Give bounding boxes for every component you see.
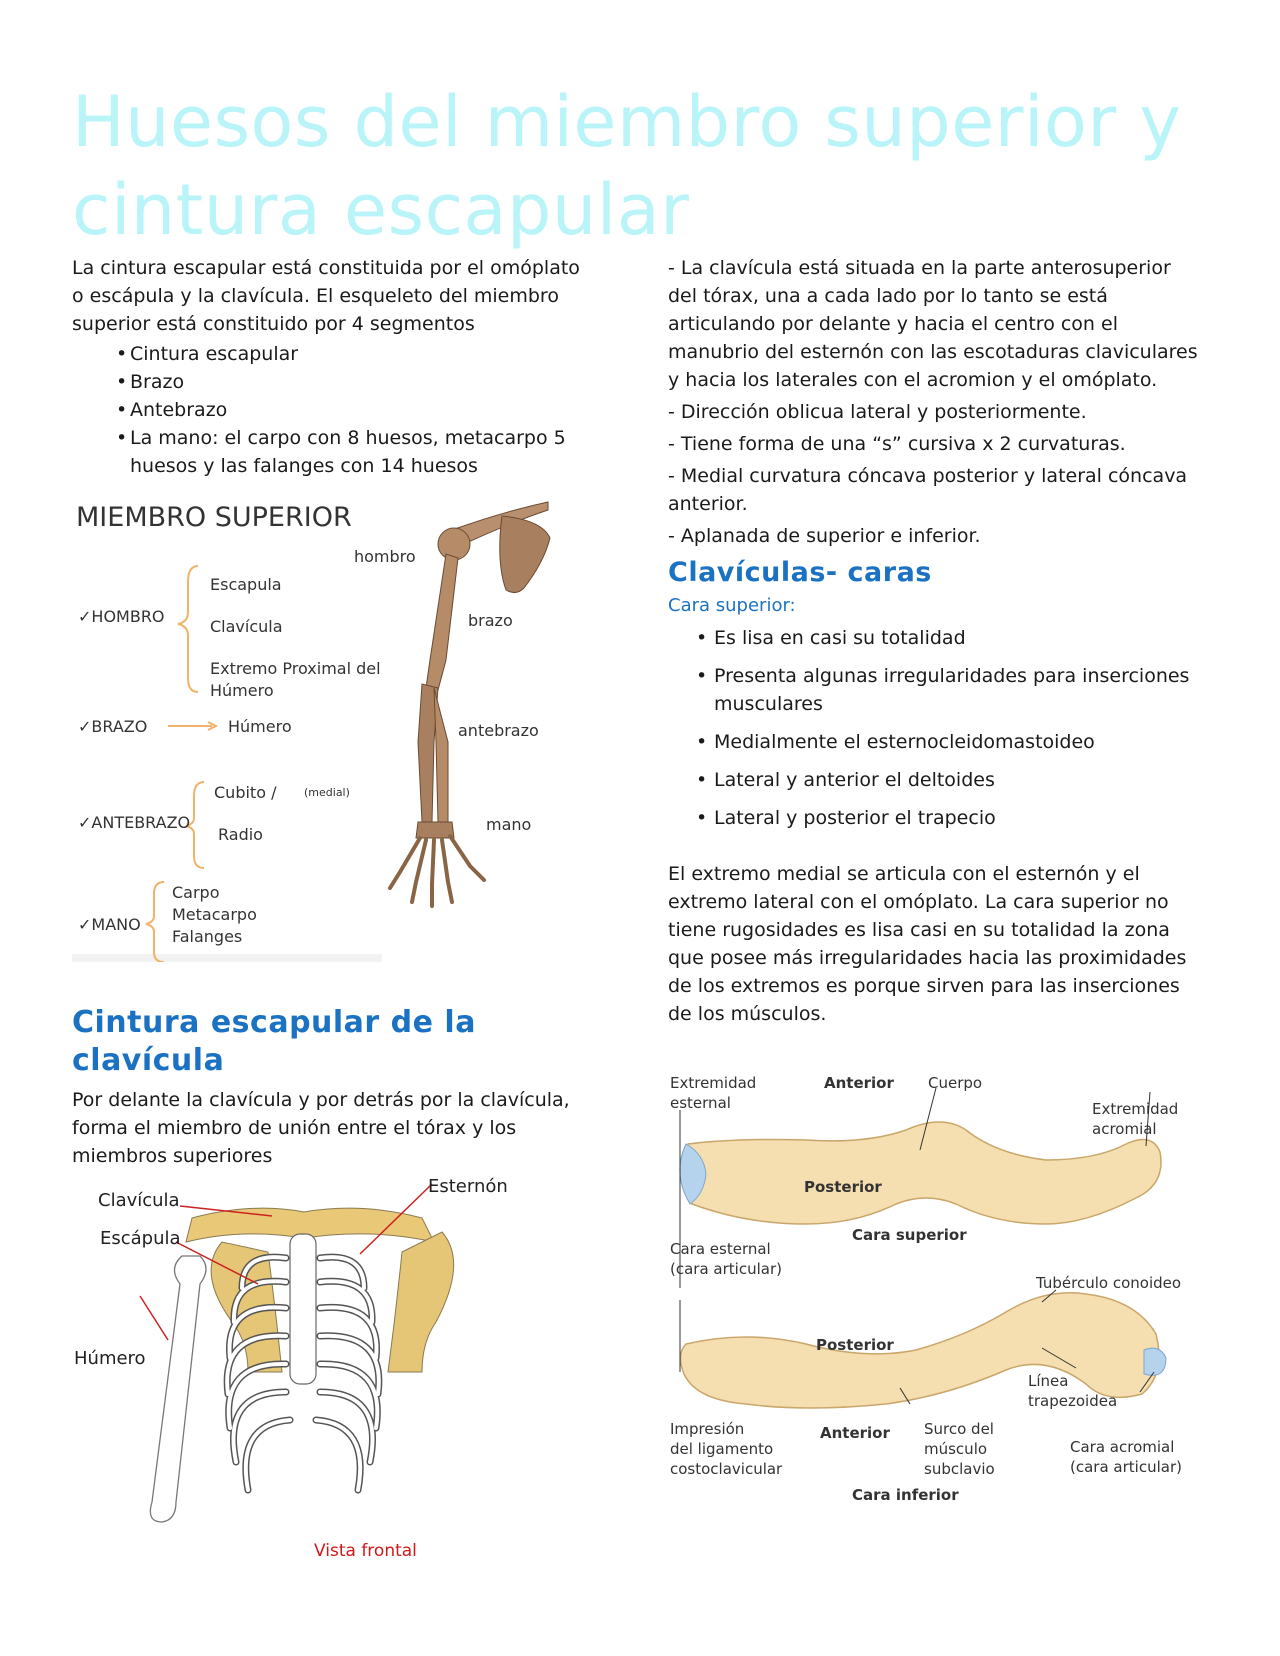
- list-item: • Es lisa en casi su totalidad: [696, 624, 1204, 652]
- label-impresion-1: Impresión: [670, 1420, 745, 1438]
- label-cara-esternal-2: (cara articular): [670, 1260, 782, 1278]
- label-cubito: Cubito /: [214, 783, 277, 802]
- label-antebrazo: ✓ANTEBRAZO: [78, 813, 191, 832]
- section-heading-caras: Clavículas- caras: [668, 557, 932, 588]
- label-cara-inferior: Cara inferior: [852, 1486, 959, 1504]
- label-extremo-1: Extremo Proximal del: [210, 659, 381, 678]
- thorax-figure: [72, 1172, 552, 1572]
- section-heading-cintura: Cintura escapular de la clavícula: [72, 1005, 476, 1078]
- label-escapula: Escapula: [210, 575, 282, 594]
- clavicle-inferior-illustration: [680, 1293, 1166, 1408]
- extremes-paragraph: El extremo medial se articula con el esternón y el extremo lateral con el omóplato. La cara superior no tiene rugosidades es lisa casi en su totalidad la zona que posee más irregularidades hacia las proximidades de los extremos es porque sirven para las inserciones de los músculos.: [668, 863, 1187, 1025]
- label-impresion-3: costoclavicular: [670, 1460, 783, 1478]
- list-item: • Presenta algunas irregularidades para inserciones musculares: [696, 662, 1204, 718]
- label-anterior-bottom: Anterior: [820, 1424, 890, 1442]
- features-list: [668, 624, 1204, 832]
- list-item: • Lateral y posterior el trapecio: [696, 804, 1204, 832]
- figure-heading: MIEMBRO SUPERIOR: [76, 502, 352, 533]
- label-arm-antebrazo: antebrazo: [458, 721, 539, 740]
- label-cara-acromial-1: Cara acromial: [1070, 1438, 1175, 1456]
- caption-vista-frontal: Vista frontal: [314, 1541, 417, 1561]
- point-flattened: - Aplanada de superior e inferior.: [668, 525, 981, 547]
- sub-heading-cara-superior: Cara superior:: [668, 595, 796, 616]
- page-title: Huesos del miembro superior y cintura escapular: [72, 81, 1182, 251]
- label-esternon: Esternón: [428, 1176, 508, 1197]
- clavicle-superior-illustration: [680, 1122, 1161, 1224]
- label-linea-2: trapezoidea: [1028, 1392, 1118, 1410]
- label-posterior-bottom: Posterior: [816, 1336, 894, 1354]
- label-posterior-top: Posterior: [804, 1178, 882, 1196]
- segments-list: [72, 340, 592, 480]
- left-intro-block: [72, 254, 592, 480]
- label-extremidad-esternal-1: Extremidad: [670, 1074, 757, 1092]
- label-radio: Radio: [218, 825, 263, 844]
- list-item: • Brazo: [116, 368, 592, 396]
- list-item: • Lateral y anterior el deltoides: [696, 766, 1204, 794]
- label-hombro: ✓HOMBRO: [78, 607, 165, 626]
- label-linea-1: Línea: [1028, 1372, 1069, 1390]
- list-item: • La mano: el carpo con 8 huesos, metacarpo 5 huesos y las falanges con 14 huesos: [116, 424, 592, 480]
- upper-limb-figure: [72, 492, 580, 962]
- label-extremidad-acromial-2: acromial: [1092, 1120, 1157, 1138]
- label-metacarpo: Metacarpo: [172, 905, 257, 924]
- section-paragraph: Por delante la clavícula y por detrás por la clavícula, forma el miembro de unión entre el tórax y los miembros superiores: [72, 1089, 570, 1167]
- label-surco-3: subclavio: [924, 1460, 995, 1478]
- label-extremidad-esternal-2: esternal: [670, 1094, 731, 1112]
- label-cuerpo: Cuerpo: [928, 1074, 983, 1092]
- label-humero: Húmero: [228, 717, 292, 736]
- label-arm-brazo: brazo: [468, 611, 513, 630]
- label-extremo-2: Húmero: [210, 681, 274, 700]
- label-impresion-2: del ligamento: [670, 1440, 774, 1458]
- label-falanges: Falanges: [172, 927, 243, 946]
- label-humero: Húmero: [74, 1348, 146, 1369]
- label-carpo: Carpo: [172, 883, 220, 902]
- right-text-block: [668, 254, 1204, 1028]
- label-anterior-top: Anterior: [824, 1074, 894, 1092]
- label-cara-acromial-2: (cara articular): [1070, 1458, 1182, 1476]
- label-surco-1: Surco del: [924, 1420, 994, 1438]
- label-clavicula: Clavícula: [98, 1190, 180, 1211]
- clavicle-figure: [666, 1074, 1226, 1514]
- point-location: - La clavícula está situada en la parte anterosuperior del tórax, una a cada lado por lo tanto se está articulando por delante y hacia el centro con el manubrio del esternón con las escotaduras claviculares y hacia los laterales con el acromion y el omóplato.: [668, 257, 1198, 391]
- list-item: • Medialmente el esternocleidomastoideo: [696, 728, 1204, 756]
- list-item: • Cintura escapular: [116, 340, 592, 368]
- point-shape: - Tiene forma de una “s” cursiva x 2 curvaturas.: [668, 433, 1126, 455]
- label-arm-mano: mano: [486, 815, 532, 834]
- label-escapula: Escápula: [100, 1228, 181, 1249]
- label-arm-hombro: hombro: [354, 547, 416, 566]
- label-cara-superior: Cara superior: [852, 1226, 967, 1244]
- label-extremidad-acromial-1: Extremidad: [1092, 1100, 1179, 1118]
- label-tuberculo: Tubérculo conoideo: [1036, 1274, 1182, 1292]
- intro-paragraph: La cintura escapular está constituida por el omóplato o escápula y la clavícula. El esqueleto del miembro superior está constituido por 4 segmentos: [72, 257, 580, 335]
- label-mano: ✓MANO: [78, 915, 141, 934]
- left-section: [72, 1004, 592, 1170]
- label-brazo: ✓BRAZO: [78, 717, 148, 736]
- label-clavicula: Clavícula: [210, 617, 283, 636]
- list-item: • Antebrazo: [116, 396, 592, 424]
- label-medial: (medial): [304, 786, 350, 799]
- label-surco-2: músculo: [924, 1440, 988, 1458]
- rib-cage-illustration: [150, 1208, 453, 1522]
- label-cara-esternal-1: Cara esternal: [670, 1240, 771, 1258]
- point-direction: - Dirección oblicua lateral y posteriormente.: [668, 401, 1087, 423]
- point-curvature: - Medial curvatura cóncava posterior y lateral cóncava anterior.: [668, 465, 1188, 515]
